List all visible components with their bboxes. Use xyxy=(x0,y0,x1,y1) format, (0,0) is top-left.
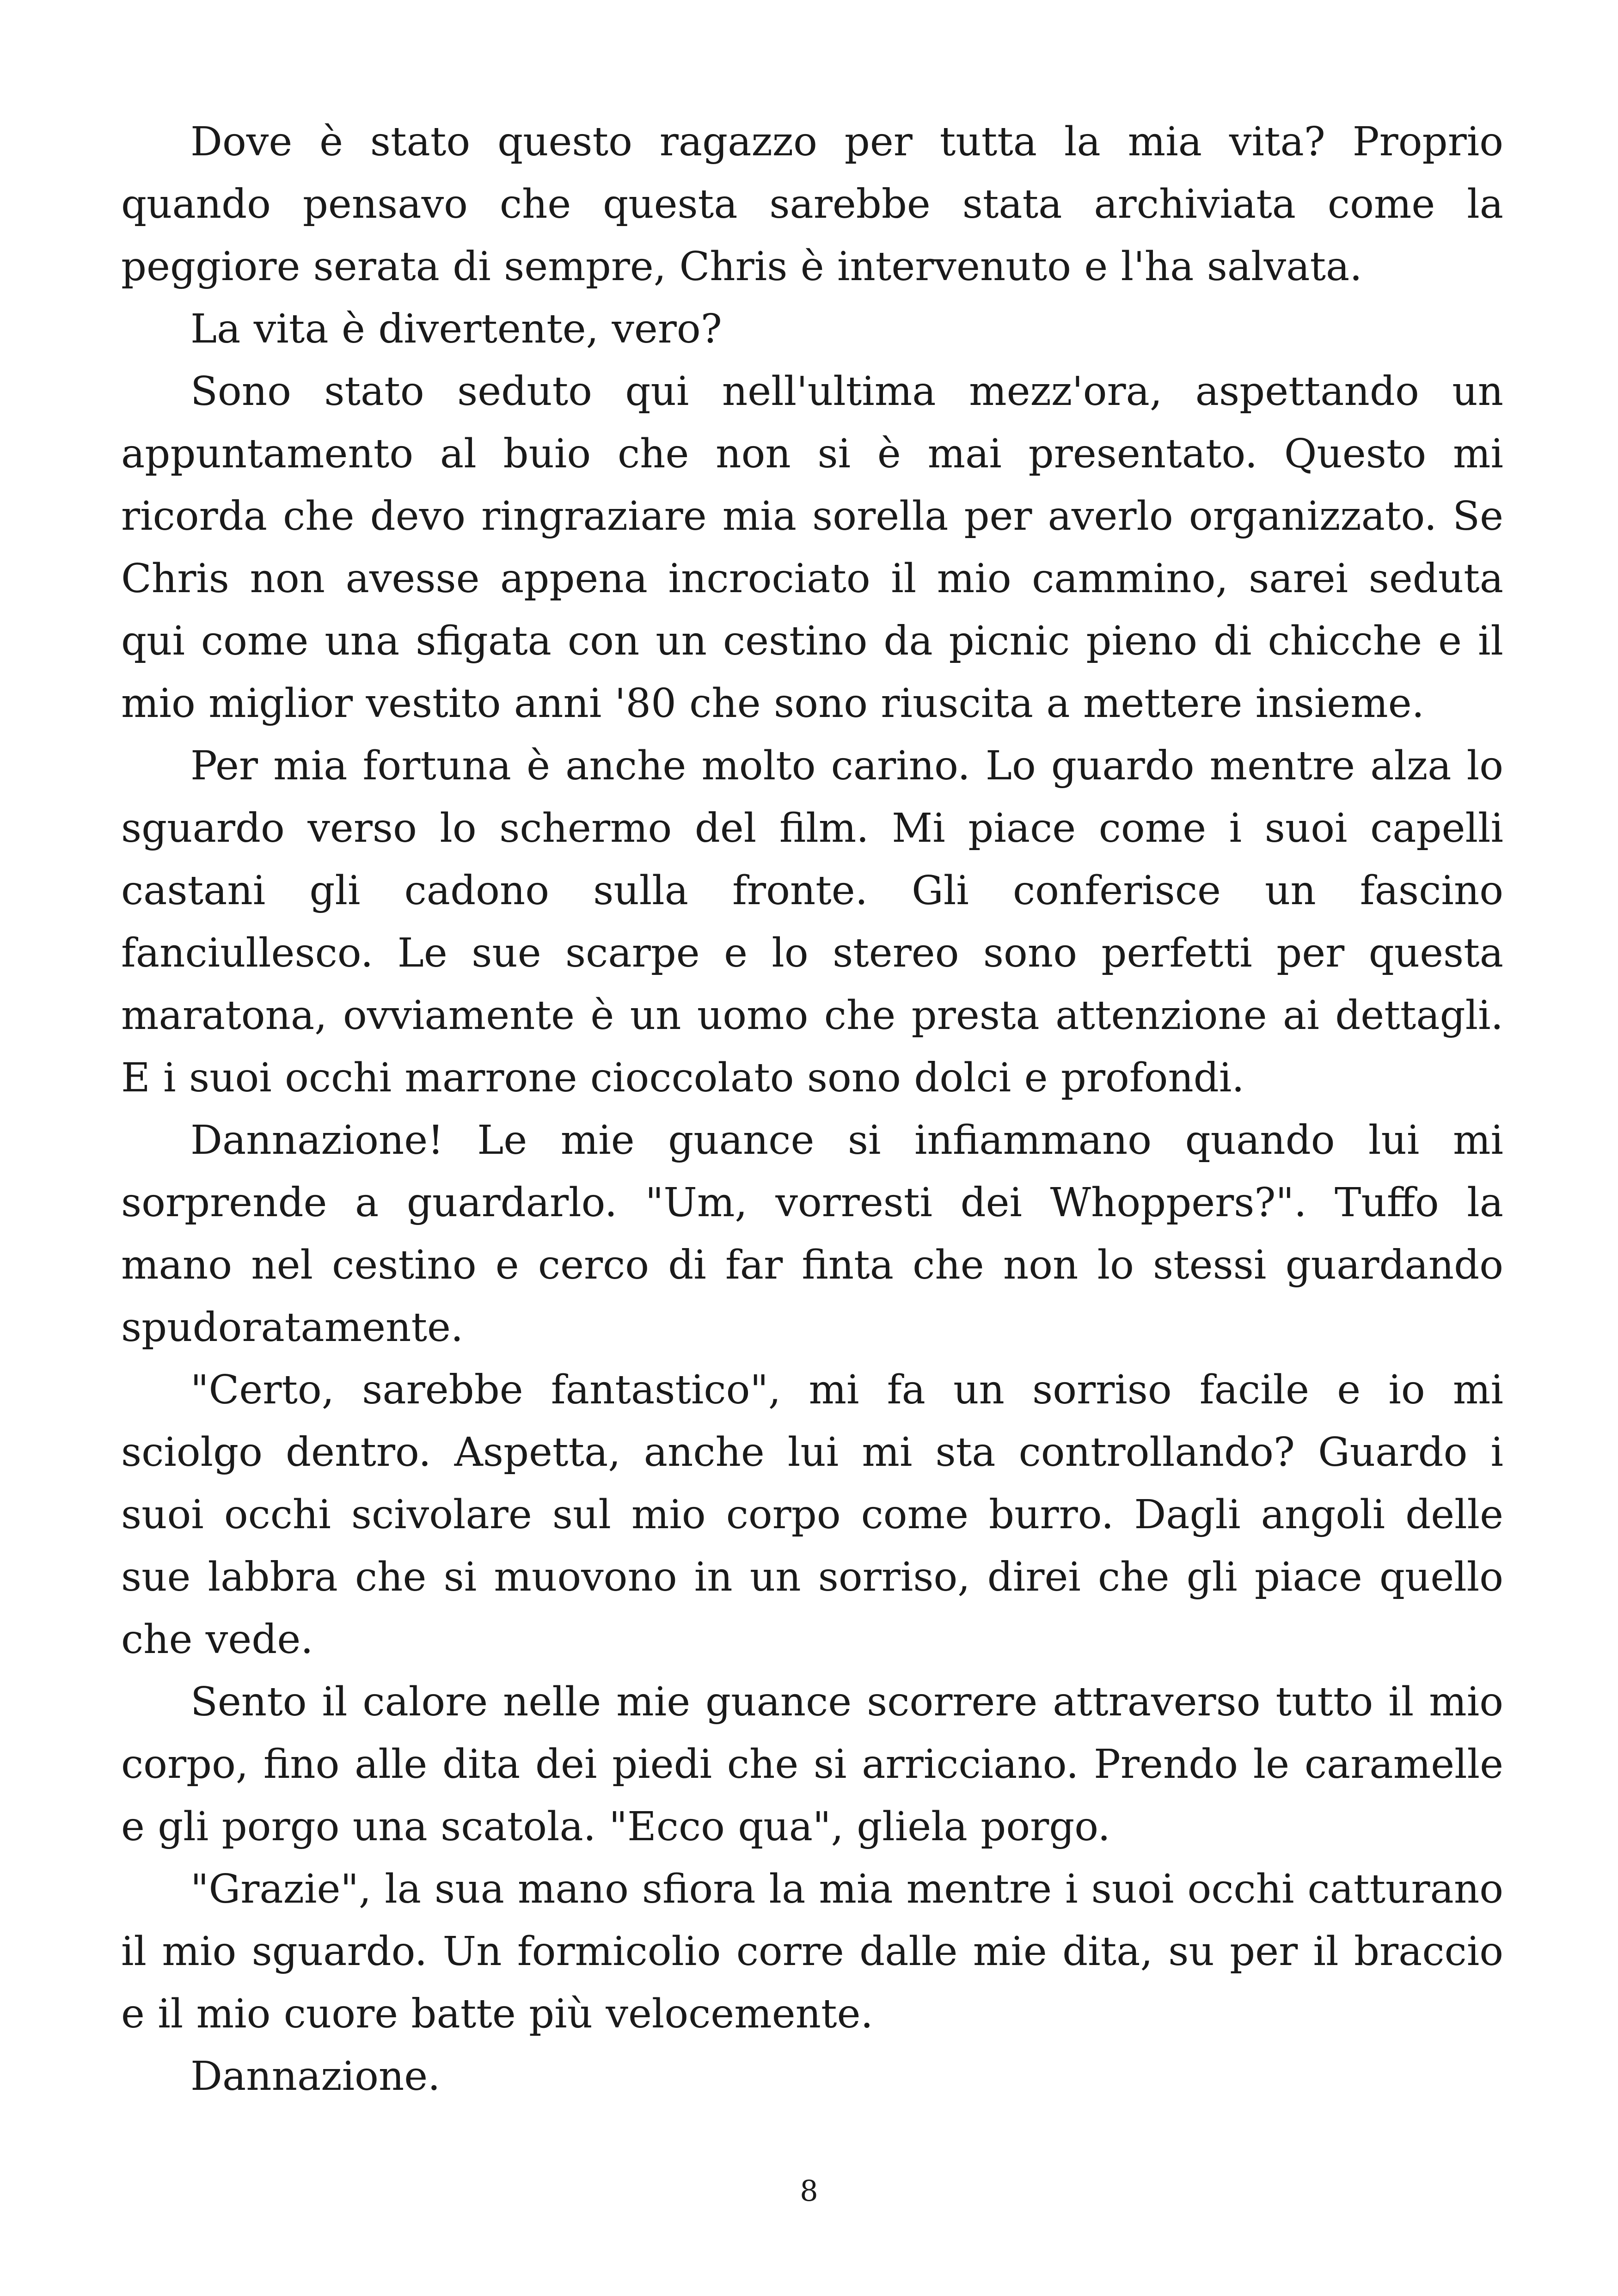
paragraph: Per mia fortuna è anche molto carino. Lo guardo mentre alza lo sguardo verso lo schermo del film. Mi piace come i suoi capelli castani gli cadono sulla fronte. Gli conferisce un fascino fanciullesco. Le sue scarpe e lo stereo sono perfetti per questa maratona, ovviamente è un uomo che presta attenzione ai dettagli. E i suoi occhi marrone cioccolato sono dolci e profondi. xyxy=(121,743,1503,1101)
paragraph: Dannazione. xyxy=(190,2053,441,2100)
paragraph: La vita è divertente, vero? xyxy=(190,306,722,352)
paragraph: Sento il calore nelle mie guance scorrere attraverso tutto il mio corpo, fino alle dita dei piedi che si arricciano. Prendo le caramelle e gli porgo una scatola. "Ecco qua", gliela porgo. xyxy=(121,1679,1503,1850)
page-number: 8 xyxy=(800,2174,818,2208)
paragraph: Dove è stato questo ragazzo per tutta la mia vita? Proprio quando pensavo che questa sarebbe stata archiviata come la peggiore serata di sempre, Chris è intervenuto e l'ha salvata. xyxy=(121,119,1503,290)
paragraph: "Grazie", la sua mano sfiora la mia mentre i suoi occhi catturano il mio sguardo. Un formicolio corre dalle mie dita, su per il braccio e il mio cuore batte più velocemente. xyxy=(121,1866,1503,2037)
paragraph: "Certo, sarebbe fantastico", mi fa un sorriso facile e io mi sciolgo dentro. Aspetta, anche lui mi sta controllando? Guardo i suoi occhi scivolare sul mio corpo come burro. Dagli angoli delle sue labbra che si muovono in un sorriso, direi che gli piace quello che vede. xyxy=(121,1367,1503,1663)
paragraph: Sono stato seduto qui nell'ultima mezz'ora, aspettando un appuntamento al buio che non si è mai presentato. Questo mi ricorda che devo ringraziare mia sorella per averlo organizzato. Se Chris non avesse appena incrociato il mio cammino, sarei seduta qui come una sfigata con un cestino da picnic pieno di chicche e il mio miglior vestito anni '80 che sono riuscita a mettere insieme. xyxy=(121,368,1503,727)
paragraph: Dannazione! Le mie guance si infiammano quando lui mi sorprende a guardarlo. "Um, vorresti dei Whoppers?". Tuffo la mano nel cestino e cerco di far finta che non lo stessi guardando spudoratamente. xyxy=(121,1117,1503,1351)
page-body xyxy=(121,111,1503,2108)
